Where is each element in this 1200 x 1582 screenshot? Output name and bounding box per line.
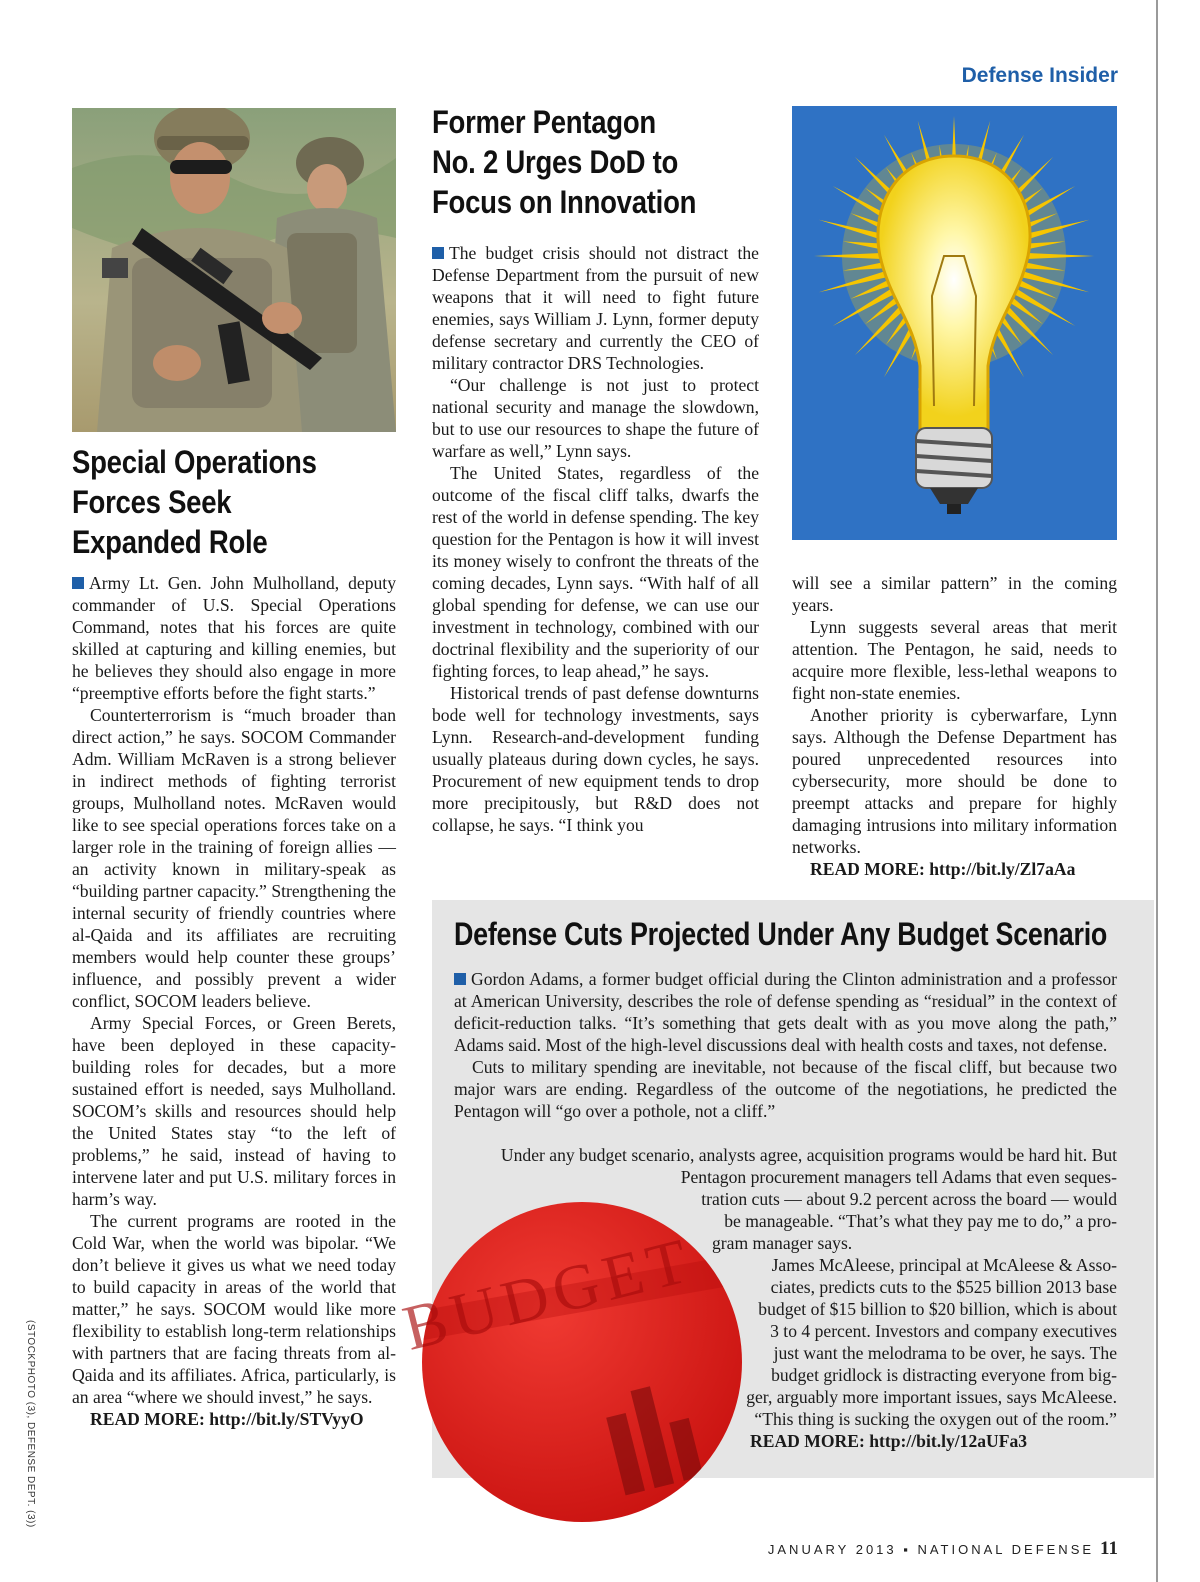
article3-line: ger, arguably more important issues, says McAleese. — [746, 1387, 1117, 1407]
article2-paragraph: The United States, regardless of the outcome of the fiscal cliff talks, dwarfs the rest of the world in defense spending. The key question for the Pentagon is how it will invest its money wisely to confront the threats of the coming decades, Lynn says. “With half of all global spending for defense, we can use our investment in technology, combined with our doctrinal flexibility and the superiority of our fighting forces, to leap ahead,” he says. — [432, 463, 759, 681]
budget-image-text: BUDGET — [396, 1223, 701, 1364]
article3-headline: Defense Cuts Projected Under Any Budget Scenario — [454, 916, 1108, 952]
article1-headline-line: Forces Seek — [72, 484, 232, 520]
article2-headline-line: Focus on Innovation — [432, 184, 697, 220]
article3-line: “This thing is sucking the oxygen out of the room.” — [754, 1409, 1117, 1429]
article3-paragraph: Gordon Adams, a former budget official during the Clinton administration and a professor at American University, describes the role of defense spending as “residual” in the context of deficit-reduction talks. “It’s something that gets dealt with as you move along the path,” Adams said. Most of the high-level discussions deal with health costs and taxes, not defense. — [454, 969, 1117, 1055]
article2-paragraph: Lynn suggests several areas that merit attention. The Pentagon, he said, needs to acquire more flexible, less-lethal weapons to fight non-state enemies. — [792, 617, 1117, 703]
article3-read-more-link[interactable]: READ MORE: http://bit.ly/12aUFa3 — [750, 1431, 1028, 1451]
section-label: Defense Insider — [961, 64, 1118, 87]
bullet-square-icon — [432, 247, 444, 259]
article1-paragraph: Counterterrorism is “much broader than direct action,” he says. SOCOM Commander Adm. William McRaven is a strong believer in indirect methods of fighting terrorist groups, Mulholland notes. McRaven would like to see special operations forces take on a larger role in the training of foreign allies — an activity known in military-speak as “building partner capacity.” Strengthening the internal security of friendly countries where al-Qaida and its affiliates are recruiting members would help counter these groups’ influence, and possibly prevent a wider conflict, SOCOM leaders believe. — [72, 705, 396, 1011]
article2-headline-line: Former Pentagon — [432, 104, 656, 140]
lightbulb-illustration — [792, 106, 1117, 540]
article2-paragraph: Another priority is cyberwarfare, Lynn says. Although the Defense Department has poured unprecedented resources into cybersecurity, more should be done to preempt attacks and prepare for highly damaging intrusions into military information networks. — [792, 705, 1117, 857]
article2-body-col1 — [432, 242, 759, 836]
page-number: 11 — [1100, 1538, 1118, 1559]
article3-line: tration cuts — about 9.2 percent across the board — would — [701, 1189, 1117, 1209]
article3-line: gram manager says. — [712, 1233, 853, 1253]
article3-line: ciates, predicts cuts to the $525 billion 2013 base — [770, 1277, 1117, 1297]
article3-line: 3 to 4 percent. Investors and company executives — [770, 1321, 1117, 1341]
article3-line: be manageable. “That’s what they pay me to do,” a pro- — [724, 1211, 1117, 1231]
article2-headline — [432, 102, 792, 222]
article2-headline-line: No. 2 Urges DoD to — [432, 144, 679, 180]
photo-credit-text: (STOCKPHOTO (3), DEFENSE DEPT. (3)) — [25, 1320, 36, 1528]
article3-line: budget of $15 billion to $20 billion, which is about — [758, 1299, 1117, 1319]
article1-read-more-link[interactable]: READ MORE: http://bit.ly/STVyyO — [90, 1409, 364, 1429]
article1-headline — [72, 442, 412, 562]
article2-paragraph: The budget crisis should not distract the Defense Department from the pursuit of new weapons that it will need to fight future enemies, says William J. Lynn, former deputy defense secretary and currently the CEO of military contractor DRS Technologies. — [432, 243, 759, 373]
article3-line: James McAleese, principal at McAleese & Asso- — [771, 1255, 1117, 1275]
article3-shaped-text — [454, 1144, 1117, 1452]
article3-line: Under any budget scenario, analysts agree, acquisition programs would be hard hit. But — [500, 1145, 1117, 1165]
article1-headline-line: Expanded Role — [72, 524, 268, 560]
soldiers-photo — [72, 108, 396, 432]
bullet-square-icon — [72, 577, 84, 589]
article2-paragraph: “Our challenge is not just to protect national security and manage the slowdown, but to use our resources to shape the future of warfare as well,” Lynn says. — [432, 375, 759, 461]
article1-paragraph: The current programs are rooted in the Cold War, when the world was bipolar. “We don’t believe it gives us what we need today to build capacity in areas of the world that matter,” he says. SOCOM would like more flexibility to establish long-term relationships with partners that are facing threats from al-Qaida and its affiliates. Africa, particularly, is an area “where we should invest,” he says. — [72, 1211, 396, 1407]
article3-body — [454, 968, 1117, 1122]
article3-line: just want the melodrama to be over, he says. The — [773, 1343, 1117, 1363]
article1-paragraph: Army Lt. Gen. John Mulholland, deputy commander of U.S. Special Operations Command, notes that his forces are quite skilled at capturing and killing enemies, but he believes they should also engage in more “preemptive efforts before the fight starts.” — [72, 573, 396, 703]
article3-paragraph: Cuts to military spending are inevitable, not because of the fiscal cliff, but because two major wars are ending. Regardless of the outcome of the negotiations, he predicted the Pentagon will “go over a pothole, not a cliff.” — [454, 1057, 1117, 1121]
article2-read-more-link[interactable]: READ MORE: http://bit.ly/Zl7aAa — [810, 859, 1076, 879]
article1-headline-line: Special Operations — [72, 444, 317, 480]
page-edge-line — [1156, 0, 1158, 1582]
bullet-square-icon — [454, 973, 466, 985]
article3-line: budget gridlock is distracting everyone from big- — [771, 1365, 1117, 1385]
article2-paragraph: Historical trends of past defense downturns bode well for technology investments, says Lynn. Research-and-development funding usually plateaus during down cycles, he says. Procurement of new equipment tends to drop more precipitously, but R&D does not collapse, he says. “I think you — [432, 683, 759, 835]
footer-issue: JANUARY 2013 ▪ NATIONAL DEFENSE — [767, 1542, 1095, 1557]
article2-body-col2 — [792, 572, 1117, 880]
article1-paragraph: Army Special Forces, or Green Berets, have been deployed in these capacity-building roles for decades, but a more sustained effort is needed, says Mulholland. SOCOM’s skills and resources should help the United States stay “to the left of problems,” he said, instead of having to intervene later and put U.S. military forces in harm’s way. — [72, 1013, 396, 1209]
article1-body — [72, 572, 396, 1430]
article2-paragraph: will see a similar pattern” in the coming years. — [792, 573, 1117, 615]
photo-credit — [22, 1320, 38, 1528]
page-footer — [700, 1538, 1118, 1560]
article3-line: Pentagon procurement managers tell Adams that even seques- — [680, 1167, 1117, 1187]
